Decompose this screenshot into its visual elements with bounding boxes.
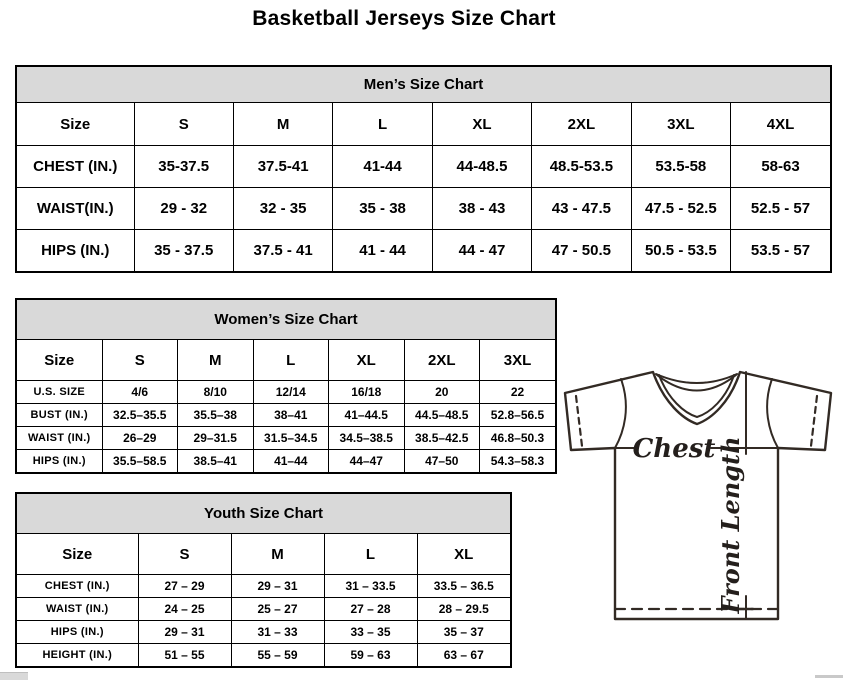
- table-row: [17, 598, 510, 621]
- collar-inner-v: [659, 375, 734, 417]
- table-row: [17, 381, 555, 404]
- mens-chart-title: Men’s Size Chart: [17, 67, 830, 103]
- mens-size-table: [17, 103, 830, 271]
- youth-size-chart: [15, 492, 512, 668]
- size-cell: 20: [404, 381, 480, 404]
- size-cell: 63 – 67: [417, 644, 510, 667]
- size-cell: 34.5–38.5: [329, 427, 405, 450]
- size-cell: 33.5 – 36.5: [417, 575, 510, 598]
- size-cell: 41 - 44: [333, 230, 432, 272]
- size-cell: 29 – 31: [138, 621, 231, 644]
- row-label: BUST (IN.): [17, 404, 102, 427]
- column-header: Size: [17, 103, 134, 146]
- front-length-label: Front Length: [716, 436, 745, 614]
- size-cell: 4/6: [102, 381, 178, 404]
- column-header: L: [333, 103, 432, 146]
- size-cell: 16/18: [329, 381, 405, 404]
- table-row: [17, 575, 510, 598]
- column-header-row: [17, 340, 555, 381]
- size-cell: 35-37.5: [134, 146, 233, 188]
- size-cell: 33 – 35: [324, 621, 417, 644]
- size-cell: 59 – 63: [324, 644, 417, 667]
- table-row: [17, 644, 510, 667]
- table-row: [17, 427, 555, 450]
- size-cell: 53.5-58: [631, 146, 730, 188]
- womens-chart-title: Women’s Size Chart: [17, 300, 555, 340]
- size-cell: 35.5–38: [178, 404, 254, 427]
- size-cell: 35 – 37: [417, 621, 510, 644]
- youth-size-table: [17, 534, 510, 666]
- size-cell: 46.8–50.3: [480, 427, 556, 450]
- row-label: U.S. SIZE: [17, 381, 102, 404]
- size-cell: 27 – 29: [138, 575, 231, 598]
- row-label: CHEST (IN.): [17, 146, 134, 188]
- column-header: Size: [17, 534, 138, 575]
- size-cell: 38.5–42.5: [404, 427, 480, 450]
- row-label: HIPS (IN.): [17, 621, 138, 644]
- size-cell: 43 - 47.5: [532, 188, 631, 230]
- size-cell: 44.5–48.5: [404, 404, 480, 427]
- column-header: XL: [417, 534, 510, 575]
- table-row: [17, 230, 830, 272]
- chest-label: Chest: [632, 434, 716, 464]
- size-cell: 52.5 - 57: [731, 188, 830, 230]
- jersey-outline: [565, 372, 831, 619]
- size-cell: 47.5 - 52.5: [631, 188, 730, 230]
- column-header: M: [178, 340, 254, 381]
- size-cell: 29 - 32: [134, 188, 233, 230]
- size-cell: 8/10: [178, 381, 254, 404]
- size-cell: 29–31.5: [178, 427, 254, 450]
- row-label: WAIST (IN.): [17, 427, 102, 450]
- size-cell: 53.5 - 57: [731, 230, 830, 272]
- column-header: S: [102, 340, 178, 381]
- column-header: S: [138, 534, 231, 575]
- column-header: Size: [17, 340, 102, 381]
- size-cell: 26–29: [102, 427, 178, 450]
- size-cell: 32.5–35.5: [102, 404, 178, 427]
- size-cell: 27 – 28: [324, 598, 417, 621]
- size-cell: 37.5 - 41: [233, 230, 332, 272]
- youth-chart-title: Youth Size Chart: [17, 494, 510, 534]
- column-header: L: [253, 340, 329, 381]
- left-sleeve-seam: [615, 379, 626, 448]
- row-label: HIPS (IN.): [17, 230, 134, 272]
- size-cell: 47–50: [404, 450, 480, 473]
- size-cell: 51 – 55: [138, 644, 231, 667]
- size-cell: 35.5–58.5: [102, 450, 178, 473]
- table-row: [17, 621, 510, 644]
- size-cell: 47 - 50.5: [532, 230, 631, 272]
- row-label: HEIGHT (IN.): [17, 644, 138, 667]
- row-label: CHEST (IN.): [17, 575, 138, 598]
- size-cell: 37.5-41: [233, 146, 332, 188]
- column-header: 4XL: [731, 103, 830, 146]
- table-row: [17, 404, 555, 427]
- size-cell: 48.5-53.5: [532, 146, 631, 188]
- size-cell: 44 - 47: [432, 230, 531, 272]
- size-cell: 22: [480, 381, 556, 404]
- size-cell: 25 – 27: [231, 598, 324, 621]
- size-cell: 58-63: [731, 146, 830, 188]
- column-header: 3XL: [631, 103, 730, 146]
- size-cell: 31.5–34.5: [253, 427, 329, 450]
- column-header-row: [17, 534, 510, 575]
- size-cell: 55 – 59: [231, 644, 324, 667]
- column-header-row: [17, 103, 830, 146]
- size-cell: 41–44.5: [329, 404, 405, 427]
- column-header: XL: [432, 103, 531, 146]
- left-cuff-stitch: [576, 396, 582, 446]
- size-cell: 44-48.5: [432, 146, 531, 188]
- size-cell: 50.5 - 53.5: [631, 230, 730, 272]
- row-label: HIPS (IN.): [17, 450, 102, 473]
- table-row: [17, 146, 830, 188]
- row-label: WAIST(IN.): [17, 188, 134, 230]
- size-cell: 28 – 29.5: [417, 598, 510, 621]
- right-sleeve-seam: [767, 379, 778, 448]
- womens-size-table: [17, 340, 555, 472]
- size-cell: 38–41: [253, 404, 329, 427]
- size-cell: 31 – 33.5: [324, 575, 417, 598]
- size-cell: 38 - 43: [432, 188, 531, 230]
- size-cell: 38.5–41: [178, 450, 254, 473]
- size-cell: 32 - 35: [233, 188, 332, 230]
- size-cell: 29 – 31: [231, 575, 324, 598]
- right-cuff-stitch: [811, 396, 817, 446]
- table-row: [17, 188, 830, 230]
- size-cell: 54.3–58.3: [480, 450, 556, 473]
- womens-size-chart: [15, 298, 557, 474]
- column-header: 3XL: [480, 340, 556, 381]
- jersey-measurement-diagram: [558, 362, 841, 625]
- column-header: M: [233, 103, 332, 146]
- scrollbar-fragment-right: [815, 675, 843, 678]
- size-cell: 35 - 37.5: [134, 230, 233, 272]
- page-title: Basketball Jerseys Size Chart: [252, 7, 556, 30]
- row-label: WAIST (IN.): [17, 598, 138, 621]
- size-cell: 31 – 33: [231, 621, 324, 644]
- column-header: 2XL: [532, 103, 631, 146]
- size-cell: 35 - 38: [333, 188, 432, 230]
- size-cell: 44–47: [329, 450, 405, 473]
- mens-size-chart: [15, 65, 832, 273]
- table-row: [17, 450, 555, 473]
- column-header: S: [134, 103, 233, 146]
- size-cell: 52.8–56.5: [480, 404, 556, 427]
- size-cell: 24 – 25: [138, 598, 231, 621]
- size-cell: 41-44: [333, 146, 432, 188]
- column-header: L: [324, 534, 417, 575]
- column-header: XL: [329, 340, 405, 381]
- column-header: M: [231, 534, 324, 575]
- size-cell: 12/14: [253, 381, 329, 404]
- size-cell: 41–44: [253, 450, 329, 473]
- column-header: 2XL: [404, 340, 480, 381]
